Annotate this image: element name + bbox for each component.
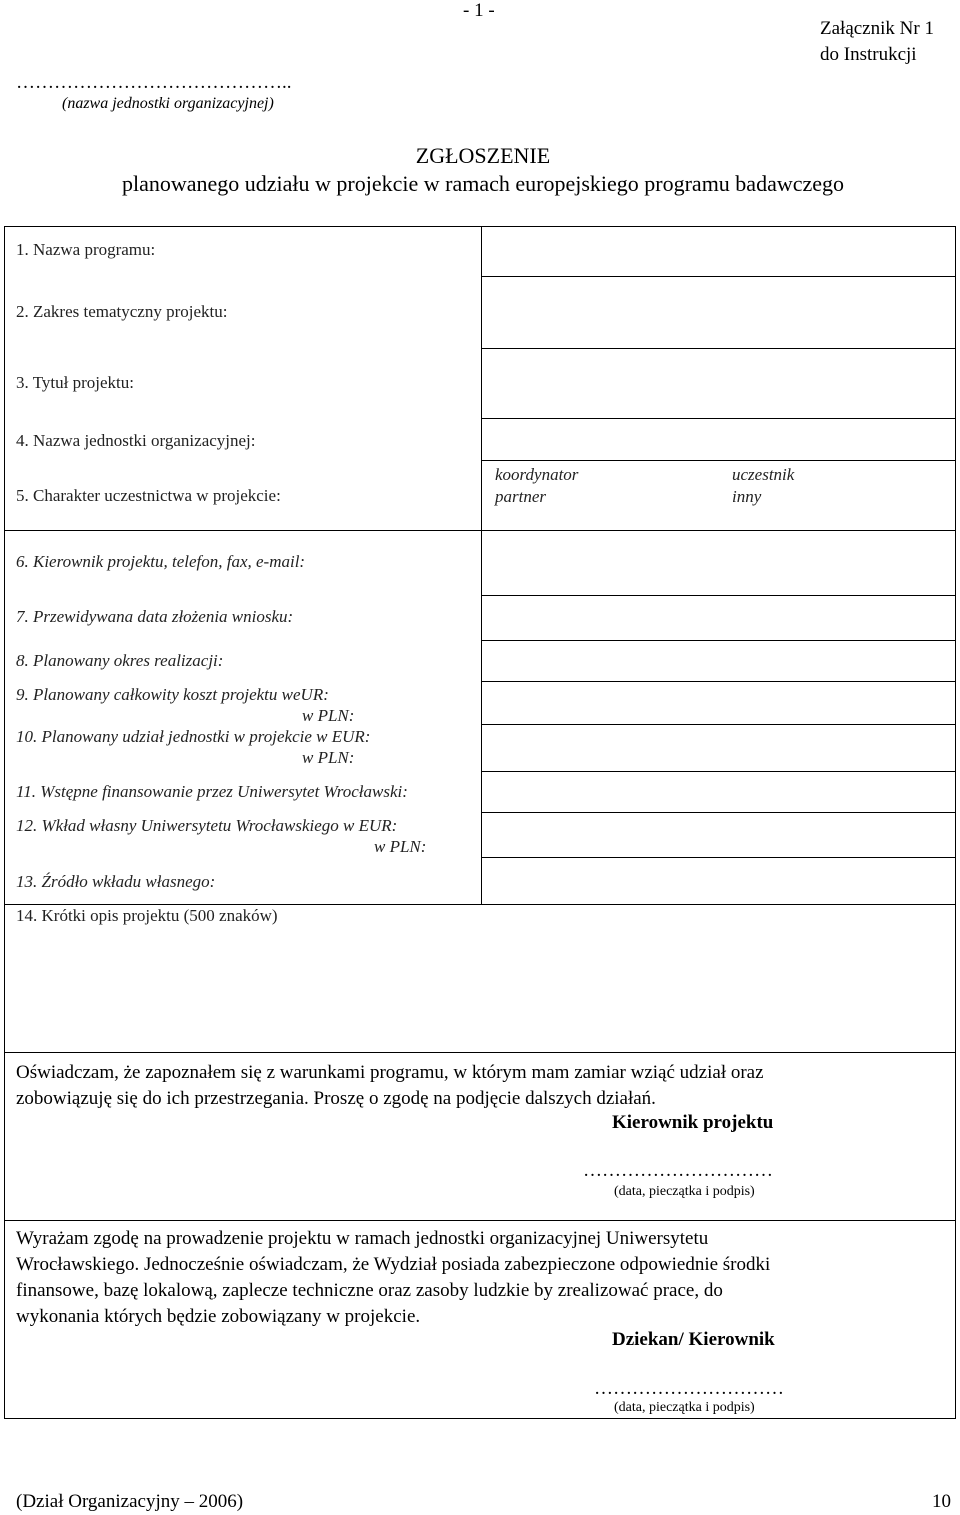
field-own-contribution-pln: w PLN:	[374, 837, 427, 856]
field-project-manager: 6. Kierownik projektu, telefon, fax, e-mail:	[16, 552, 306, 571]
footer-department: (Dział Organizacyjny – 2006)	[16, 1491, 244, 1512]
declaration1-signer: Kierownik projektu	[612, 1112, 774, 1133]
field-contribution-source: 13. Źródło wkładu własnego:	[16, 872, 216, 891]
declaration2-signer: Dziekan/ Kierownik	[612, 1329, 775, 1350]
field-total-cost-pln: w PLN:	[302, 706, 355, 725]
field-program-name: 1. Nazwa programu:	[16, 240, 156, 259]
field-initial-financing: 11. Wstępne finansowanie przez Uniwersytet Wrocławski:	[16, 782, 408, 801]
option-inny[interactable]: inny	[732, 487, 762, 506]
field-project-title: 3. Tytuł projektu:	[16, 373, 134, 392]
field-thematic-scope: 2. Zakres tematyczny projektu:	[16, 302, 228, 321]
declaration1-caption: (data, pieczątka i podpis)	[614, 1184, 755, 1199]
field-own-contribution-eur: 12. Wkład własny Uniwersytetu Wrocławskiego w EUR:	[16, 816, 398, 835]
field-project-description: 14. Krótki opis projektu (500 znaków)	[16, 906, 278, 925]
declaration2-caption: (data, pieczątka i podpis)	[614, 1400, 755, 1415]
option-uczestnik[interactable]: uczestnik	[732, 465, 795, 484]
footer-page-number: 10	[932, 1491, 951, 1512]
option-partner[interactable]: partner	[495, 487, 546, 506]
annex-line2: do Instrukcji	[820, 44, 917, 65]
field-submission-date: 7. Przewidywana data złożenia wniosku:	[16, 607, 294, 626]
option-koordynator[interactable]: koordynator	[495, 465, 579, 484]
field-participation-type: 5. Charakter uczestnictwa w projekcie:	[16, 486, 281, 505]
declaration1-line2: zobowiązuję się do ich przestrzegania. Proszę o zgodę na podjęcie dalszych działań.	[16, 1088, 656, 1109]
field-unit-share-eur: 10. Planowany udział jednostki w projekcie w EUR:	[16, 727, 371, 746]
field-realization-period: 8. Planowany okres realizacji:	[16, 651, 224, 670]
unit-dots: ……………………………………..	[16, 72, 292, 93]
declaration1-signature-dots: …………………………	[583, 1160, 773, 1181]
unit-caption: (nazwa jednostki organizacyjnej)	[62, 95, 274, 112]
declaration2-signature-dots: …………………………	[594, 1378, 784, 1399]
declaration2-line4: wykonania których będzie zobowiązany w projekcie.	[16, 1306, 421, 1327]
field-total-cost-eur: 9. Planowany całkowity koszt projektu weUR:	[16, 685, 329, 704]
declaration2-line2: Wrocławskiego. Jednocześnie oświadczam, że Wydział posiada zabezpieczone odpowiednie środki	[16, 1254, 771, 1275]
form-title: ZGŁOSZENIE	[415, 143, 551, 168]
declaration2-line1: Wyrażam zgodę na prowadzenie projektu w ramach jednostki organizacyjnej Uniwersytetu	[16, 1228, 709, 1249]
declaration2-line3: finansowe, bazę lokalową, zaplecze techniczne oraz zasoby ludzkie by zrealizować prace, do	[16, 1280, 723, 1301]
field-unit-share-pln: w PLN:	[302, 748, 355, 767]
field-unit-name: 4. Nazwa jednostki organizacyjnej:	[16, 431, 256, 450]
declaration1-line1: Oświadczam, że zapoznałem się z warunkami programu, w którym mam zamiar wziąć udział oraz	[16, 1062, 764, 1083]
annex-line1: Załącznik Nr 1	[820, 18, 934, 39]
form-subtitle: planowanego udziału w projekcie w ramach europejskiego programu badawczego	[121, 171, 845, 196]
page-number: - 1 -	[463, 0, 495, 21]
